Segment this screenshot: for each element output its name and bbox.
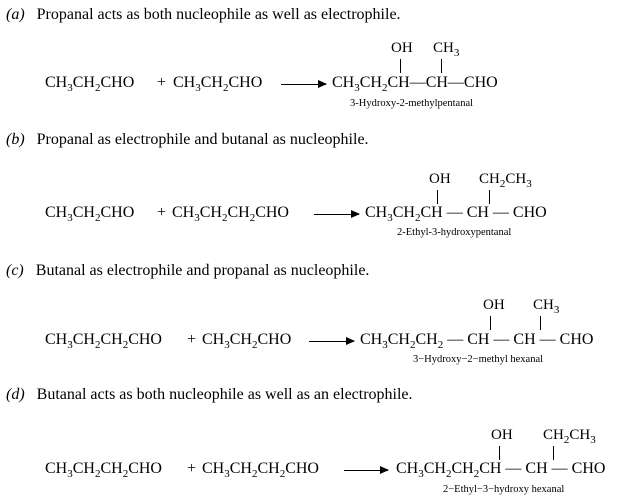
substituent-c: $CH_3$ (533, 297, 560, 316)
heading-d (6, 386, 413, 404)
oh-b: OH (429, 171, 451, 187)
oh-d: OH (491, 427, 513, 443)
bond-sub-c (540, 316, 541, 330)
arrow-a (281, 84, 326, 85)
name-b: 2-Ethyl-3-hydroxypentanal (397, 227, 512, 238)
substituent-b: $CH_2CH_3$ (479, 171, 532, 190)
reactant2-d: $CH_3CH_2CH_2CHO$ (202, 460, 319, 480)
arrow-d (344, 470, 388, 471)
bond-sub-b (489, 190, 490, 204)
product-b: $CH_3CH_2CH$ — CH — CHO (365, 204, 547, 224)
plus-a: + (157, 74, 167, 91)
label-b: (b) (6, 131, 25, 148)
arrow-c (309, 341, 354, 342)
bond-oh-c (490, 316, 491, 330)
bond-sub-a (441, 59, 442, 73)
name-d: 2−Ethyl−3−hydroxy hexanal (443, 484, 565, 495)
oh-c: OH (483, 297, 505, 313)
bond-oh-a (400, 59, 401, 73)
bond-sub-d (553, 446, 554, 460)
name-c: 3−Hydroxy−2−methyl hexanal (413, 354, 544, 365)
bond-oh-b (437, 190, 438, 204)
plus-d: + (187, 460, 197, 477)
reactant2-a: $CH_3CH_2CHO$ (173, 74, 263, 94)
reactant1-d: $CH_3CH_2CH_2CHO$ (45, 460, 162, 480)
substituent-d: $CH_2CH_3$ (543, 427, 596, 446)
label-a: (a) (6, 6, 25, 23)
plus-c: + (187, 331, 197, 348)
reactant1-a: $CH_3CH_2CHO$ (45, 74, 135, 94)
arrow-b (314, 214, 359, 215)
heading-b (6, 131, 369, 149)
heading-text-a: Propanal acts as both nucleophile as well as electrophile. (36, 6, 401, 23)
heading-a (6, 6, 401, 24)
reactant2-c: $CH_3CH_2CHO$ (202, 331, 292, 351)
plus-b: + (157, 204, 167, 221)
product-d: $CH_3CH_2CH_2CH$ — CH — CHO (396, 460, 606, 480)
label-d: (d) (6, 386, 25, 403)
heading-c (6, 262, 369, 280)
name-a: 3-Hydroxy-2-methylpentanal (350, 98, 474, 109)
heading-text-b: Propanal as electrophile and butanal as nucleophile. (36, 131, 369, 148)
oh-a: OH (391, 40, 413, 56)
product-a: $CH_3CH_2CH—CH—CHO$ (332, 74, 498, 94)
heading-text-d: Butanal acts as both nucleophile as well as an electrophile. (36, 386, 413, 403)
reactant1-b: $CH_3CH_2CHO$ (45, 204, 135, 224)
reactant2-b: $CH_3CH_2CH_2CHO$ (172, 204, 289, 224)
heading-text-c: Butanal as electrophile and propanal as nucleophile. (35, 262, 370, 279)
product-c: $CH_3CH_2CH_2$ — CH — CH — CHO (360, 331, 594, 351)
bond-oh-d (499, 446, 500, 460)
reactant1-c: $CH_3CH_2CH_2CHO$ (45, 331, 162, 351)
substituent-a: $CH_3$ (433, 40, 460, 59)
label-c: (c) (6, 262, 24, 279)
